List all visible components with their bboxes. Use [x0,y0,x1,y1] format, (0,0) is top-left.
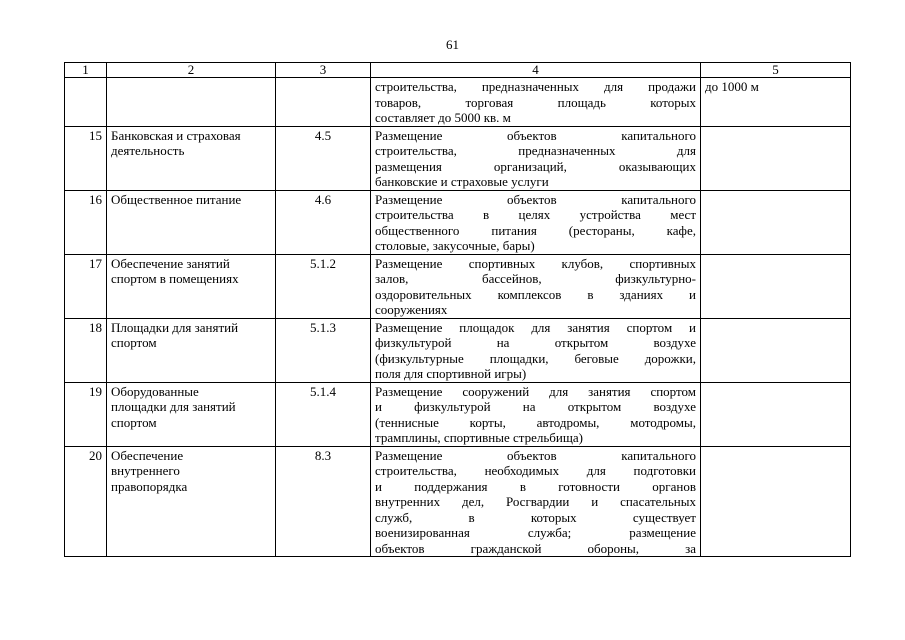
use-type-name-line: Площадки для занятий [111,319,239,335]
header-col-2: 2 [107,63,276,78]
description-line: Размещение объектов капитального [375,191,696,207]
description-line: Размещение спортивных клубов, спортивных [375,255,696,271]
description-line: Размещение объектов капитального [375,447,696,463]
row-number: 15 [65,126,107,190]
use-type-code: 5.1.4 [276,382,371,446]
header-col-3: 3 [276,63,371,78]
use-type-name [107,254,276,318]
use-type-name-line: Обеспечение [111,447,184,463]
use-type-code: 8.3 [276,446,371,557]
use-type-note [701,382,851,446]
description-line: и физкультурой на открытом воздухе [375,399,696,414]
description-line: и поддержания в готовности органов [375,478,696,494]
table-row [65,382,851,446]
use-type-description [371,382,701,446]
use-type-description [371,446,701,557]
description-line: сооружениях [375,302,448,317]
use-type-name-line: внутреннего [111,463,180,478]
table-row [65,318,851,382]
use-type-description [371,318,701,382]
table-row [65,254,851,318]
description-line: Размещение сооружений для занятия спортом [375,383,696,399]
table-row [65,190,851,254]
use-type-name [107,318,276,382]
use-type-note [701,190,851,254]
description-line: объектов гражданской обороны, за [375,540,696,556]
use-type-name-line: Обеспечение занятий [111,255,230,271]
description-line: физкультурой на открытом воздухе [375,335,696,350]
use-type-code: 5.1.3 [276,318,371,382]
use-type-name [107,446,276,557]
use-type-code [276,78,371,127]
row-number: 16 [65,190,107,254]
description-line: банковские и страховые услуги [375,174,549,189]
description-line: (физкультурные площадки, беговые дорожки, [375,350,696,366]
description-line: (теннисные корты, автодромы, мотодромы, [375,414,696,430]
header-col-4: 4 [371,63,701,78]
land-use-table [64,62,851,557]
description-line: поля для спортивной игры) [375,366,527,381]
description-line: строительства, предназначенных для [375,143,696,158]
use-type-note [701,126,851,190]
description-line: общественного питания (рестораны, кафе, [375,222,696,238]
use-type-note: до 1000 м [701,78,851,127]
use-type-note [701,254,851,318]
row-number [65,78,107,127]
use-type-note [701,318,851,382]
description-line: оздоровительных комплексов в зданиях и [375,286,696,302]
description-line: строительства, предназначенных для продажи [375,79,696,94]
use-type-name [107,126,276,190]
use-type-name-line: Общественное питание [111,191,242,207]
use-type-name-line: площадки для занятий [111,399,236,414]
use-type-name-line: деятельность [111,143,185,158]
use-type-description [371,190,701,254]
table-header-row [65,63,851,78]
description-line: строительства в целях устройства мест [375,207,696,222]
description-line: служб, в которых существует [375,509,696,525]
use-type-name-line: правопорядка [111,478,188,494]
use-type-description [371,78,701,127]
use-type-code: 4.6 [276,190,371,254]
use-type-name-line: Оборудованные [111,383,199,399]
row-number: 19 [65,382,107,446]
description-line: строительства, необходимых для подготовки [375,463,696,478]
use-type-note [701,446,851,557]
description-line: Размещение объектов капитального [375,127,696,143]
use-type-description [371,126,701,190]
header-col-1: 1 [65,63,107,78]
use-type-name [107,190,276,254]
description-line: военизированная служба; размещение [375,525,696,540]
use-type-name [107,78,276,127]
row-number: 17 [65,254,107,318]
description-line: трамплины, спортивные стрельбища) [375,430,583,445]
use-type-code: 5.1.2 [276,254,371,318]
use-type-name-line: спортом [111,335,157,350]
table-row [65,446,851,557]
use-type-name-line: Банковская и страховая [111,127,241,143]
description-line: залов, бассейнов, физкультурно- [375,271,696,286]
row-number: 20 [65,446,107,557]
table-body [65,78,851,557]
description-line: товаров, торговая площадь которых [375,94,696,110]
table-row [65,126,851,190]
use-type-name-line: спортом в помещениях [111,271,239,286]
description-line: Размещение площадок для занятия спортом и [375,319,696,335]
row-number: 18 [65,318,107,382]
description-line: внутренних дел, Росгвардии и спасательных [375,494,696,509]
description-line: столовые, закусочные, бары) [375,238,535,253]
description-line: размещения организаций, оказывающих [375,158,696,174]
description-line: составляет до 5000 кв. м [375,110,511,125]
page-number: 61 [446,37,459,52]
use-type-name-line: спортом [111,414,157,430]
table-row [65,78,851,127]
use-type-description [371,254,701,318]
use-type-code: 4.5 [276,126,371,190]
use-type-name [107,382,276,446]
header-col-5: 5 [701,63,851,78]
